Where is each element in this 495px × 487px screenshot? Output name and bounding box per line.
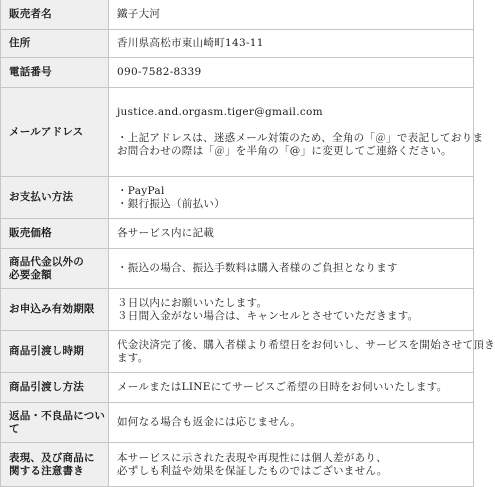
row-value [109,289,474,331]
value-line: お問合わせの際は「＠」を半角の「@」に変更してご連絡ください。 [117,145,452,157]
row-value [109,219,474,249]
label-line: 住所 [9,37,31,49]
row-value [109,0,474,30]
row-value [109,331,495,373]
row-value [109,30,474,58]
row-value [109,177,474,219]
value-line: 如何なる場合も返金には応じません。 [117,416,302,428]
value-line: 鐵子大河 [117,8,161,20]
value-line: ます。 [117,351,149,364]
table-row [1,403,474,443]
value-line: 本サービスに示された表現や再現性には個人差があり、 [117,451,387,464]
row-value [109,88,484,177]
label-line: お申込み有効期限 [9,303,95,315]
table-row [1,177,474,219]
label-line: て [9,422,20,435]
value-line: 各サービス内に記載 [117,227,215,239]
row-label [1,219,109,249]
label-line: 表現、及び商品に [9,451,95,464]
value-line: ・銀行振込（前払い） [117,197,225,210]
row-value [109,58,474,88]
email-address: justice.and.orgasm.tiger@gmail.com [117,106,323,118]
table-row [1,219,474,249]
row-value [109,249,474,289]
label-line: 必要金額 [9,268,52,281]
label-line: 商品代金以外の [9,255,84,268]
row-label [1,58,109,88]
row-label [1,403,109,443]
label-line: メールアドレス [9,125,84,138]
value-line: ・振込の場合、振込手数料は購入者様のご負担となります [117,262,398,274]
value-line: メールまたはLINEにてサービスご希望の日時をお伺いいたします。 [117,381,448,393]
row-value [109,373,474,403]
value-line: ３日間入金がない場合は、キャンセルとさせていただきます。 [117,309,419,322]
label-line: お支払い方法 [9,191,74,203]
label-line: 商品引渡し方法 [9,381,84,393]
row-label [1,0,109,30]
row-label [1,177,109,219]
table-row [1,249,474,289]
row-value [109,443,474,487]
table-row [1,30,474,58]
value-line: 必ずしも利益や効果を保証したものではございません。 [117,464,388,477]
row-label [1,289,109,331]
label-line: 販売価格 [9,227,52,239]
label-line: 返品・不良品につい [9,409,106,422]
row-label [1,373,109,403]
row-label [1,88,109,177]
row-label [1,443,109,487]
row-label [1,331,109,373]
row-label [1,30,109,58]
value-line: 代金決済完了後、購入者様より希望日をお伺いし、サービスを開始させて頂き [117,338,495,351]
table-row [1,289,474,331]
label-line: 電話番号 [9,66,52,78]
value-line: ・上記アドレスは、迷惑メール対策のため、全角の「＠」で表記しておりま [117,132,484,144]
table-row [1,58,474,88]
label-line: 商品引渡し時期 [9,345,84,357]
spacer [117,119,465,132]
row-label [1,249,109,289]
table-row [1,373,474,403]
table-row [1,88,474,177]
row-value [109,403,474,443]
table-row [1,443,474,487]
value-line: ・PayPal [117,184,165,197]
table-row [1,331,474,373]
label-line: 関する注意書き [9,464,84,477]
label-line: 販売者名 [9,8,52,20]
value-line: ３日以内にお願いいたします。 [117,296,268,309]
value-line: 香川県高松市東山崎町143-11 [117,37,264,49]
table-row [1,0,474,30]
value-line: 090-7582-8339 [117,66,202,78]
